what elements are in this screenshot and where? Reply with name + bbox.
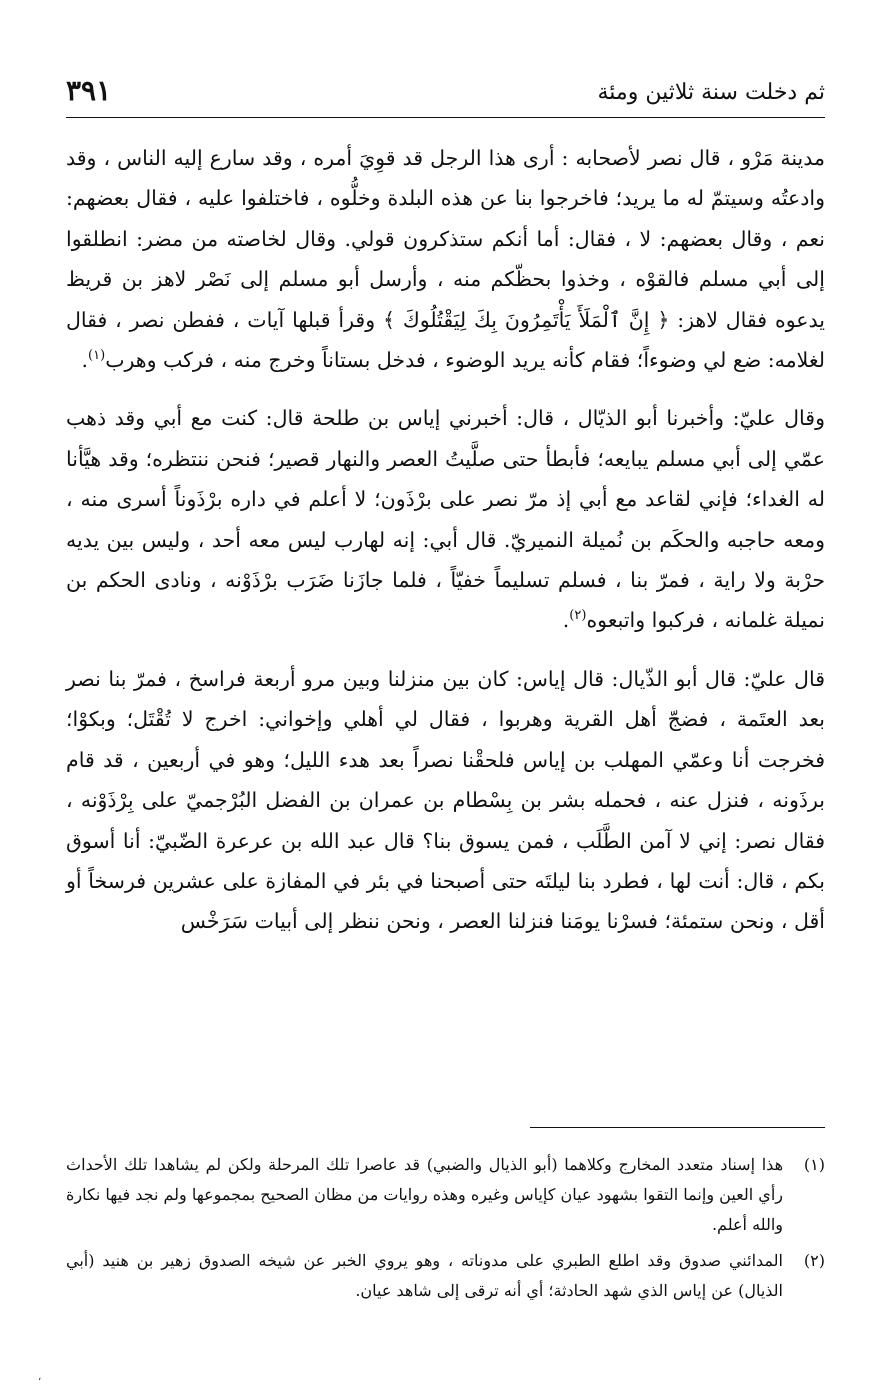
page-number: ٣٩١ (66, 74, 112, 107)
paragraph-end: . (81, 348, 89, 373)
footnote-2 (66, 1246, 825, 1306)
footnote-marker-1[interactable]: (١) (88, 348, 106, 364)
page-header (66, 74, 825, 114)
paragraph-text: قال عليّ: قال أبو الذّيال: قال إياس: كان بين منزلنا وبين مرو أربعة فراسخ ، فمرّ بنا نصر بعد العتَمة ، فضجّ أهل القرية وهربوا ، فقال لي أهلي وإخواني: اخرج لا تُقْتَل؛ وبكوْا؛ فخرجت أنا وعمّي المهلب بن إياس فلحقْنا نصراً بعد هدء الليل؛ وهو في أربعين ، قد قام برذَونه ، فنزل عنه ، فحمله بشر بن بِسْطام بن عمران بن الفضل البُرْجميّ على بِرْذَوْنه ، فقال نصر: إني لا آمن الطَّلَب ، فمن يسوق بنا؟ قال عبد الله بن عرعرة الضّبيّ: أنا أسوق بكم ، قال: أنت لها ، فطرد بنا ليلتَه حتى أصبحنا في بئر في المفازة على عشرين فرسخاً أو أقل ، ونحن ستمئة؛ فسرْنا يومَنا فنزلنا العصر ، ونحن ننظر إلى أبيات سَرَخْس (66, 666, 825, 934)
paragraph-text: وقال عليّ: وأخبرنا أبو الذيّال ، قال: أخبرني إياس بن طلحة قال: كنت مع أبي وقد ذهب عمّي إلى أبي مسلم يبايعه؛ فأبطأ حتى صلَّيتُ العصر والنهار قصير؛ فنحن ننتظره؛ وقد هيَّأنا له الغداء؛ فإني لقاعد مع أبي إذ مرّ نصر على برْذَون؛ لا أعلم في داره برْذَوناً أسرى منه ، ومعه حاجبه والحكَم بن نُميلة النميريّ. قال أبي: إنه لهارب ليس معه أحد ، وليس بين يديه حرْبة ولا راية ، فمرّ بنا ، فسلم تسليماً خفيّاً ، فلما جازَنا ضَرَب برْذَوْنه ، ونادى الحكم بن نميلة غلمانه ، فركبوا واتبعوه (66, 406, 825, 633)
running-head: ثم دخلت سنة ثلاثين ومئة (597, 80, 825, 105)
footnote-1 (66, 1150, 825, 1240)
footnote-text: هذا إسناد متعدد المخارج وكلاهما (أبو الذيال والضبي) قد عاصرا تلك المرحلة ولكن لم يشاهدا تلك الأحداث رأي العين وإنما التقوا بشهود عيان كإياس وغيره وهذه روايات من مظان الصحيح بمجموعها ولم نجد فيها نكارة والله أعلم. (66, 1155, 783, 1234)
paragraph-end: . (562, 608, 570, 633)
footnote-number: (٢) (803, 1251, 825, 1270)
footnote-number: (١) (803, 1155, 825, 1174)
footnote-rule (530, 1127, 825, 1128)
footnote-text: المدائني صدوق وقد اطلع الطبري على مدوناته ، وهو يروي الخبر عن شيخه الصدوق زهير بن هنيد (أبي الذيال) عن إياس الذي شهد الحادثة؛ أي أنه ترقى إلى شاهد عيان. (66, 1251, 783, 1300)
footnote-marker-2[interactable]: (٢) (569, 608, 587, 624)
stray-mark: ، (38, 1372, 42, 1383)
body-text (66, 138, 825, 942)
header-rule (66, 117, 825, 118)
paragraph-1 (66, 138, 825, 380)
paragraph-2 (66, 398, 825, 640)
paragraph-3 (66, 659, 825, 942)
paragraph-text: مدينة مَرْو ، قال نصر لأصحابه : أرى هذا الرجل قد قوِيَ أمره ، وقد سارع إليه الناس ، وقد وادعتُه وسيتمّ له ما يريد؛ فاخرجوا بنا عن هذه البلدة وخلُّوه ، فاختلفوا عليه ، فقال بعضهم: نعم ، وقال بعضهم: لا ، فقال: أما أنكم ستذكرون قولي. وقال لخاصته من مضر: انطلقوا إلى أبي مسلم فالقوْه ، وخذوا بحظّكم منه ، وأرسل أبو مسلم إلى نَصْر لاهز بن قريظ يدعوه فقال لاهز: ﴿ إِنَّ ٱلْمَلَأَ يَأْتَمِرُونَ بِكَ لِيَقْتُلُوكَ ﴾ وقرأ قبلها آيات ، ففطن نصر ، فقال لغلامه: ضع لي وضوءاً؛ فقام كأنه يريد الوضوء ، فدخل بستاناً وخرج منه ، فركب وهرب (66, 146, 825, 373)
footnotes (66, 1150, 825, 1312)
